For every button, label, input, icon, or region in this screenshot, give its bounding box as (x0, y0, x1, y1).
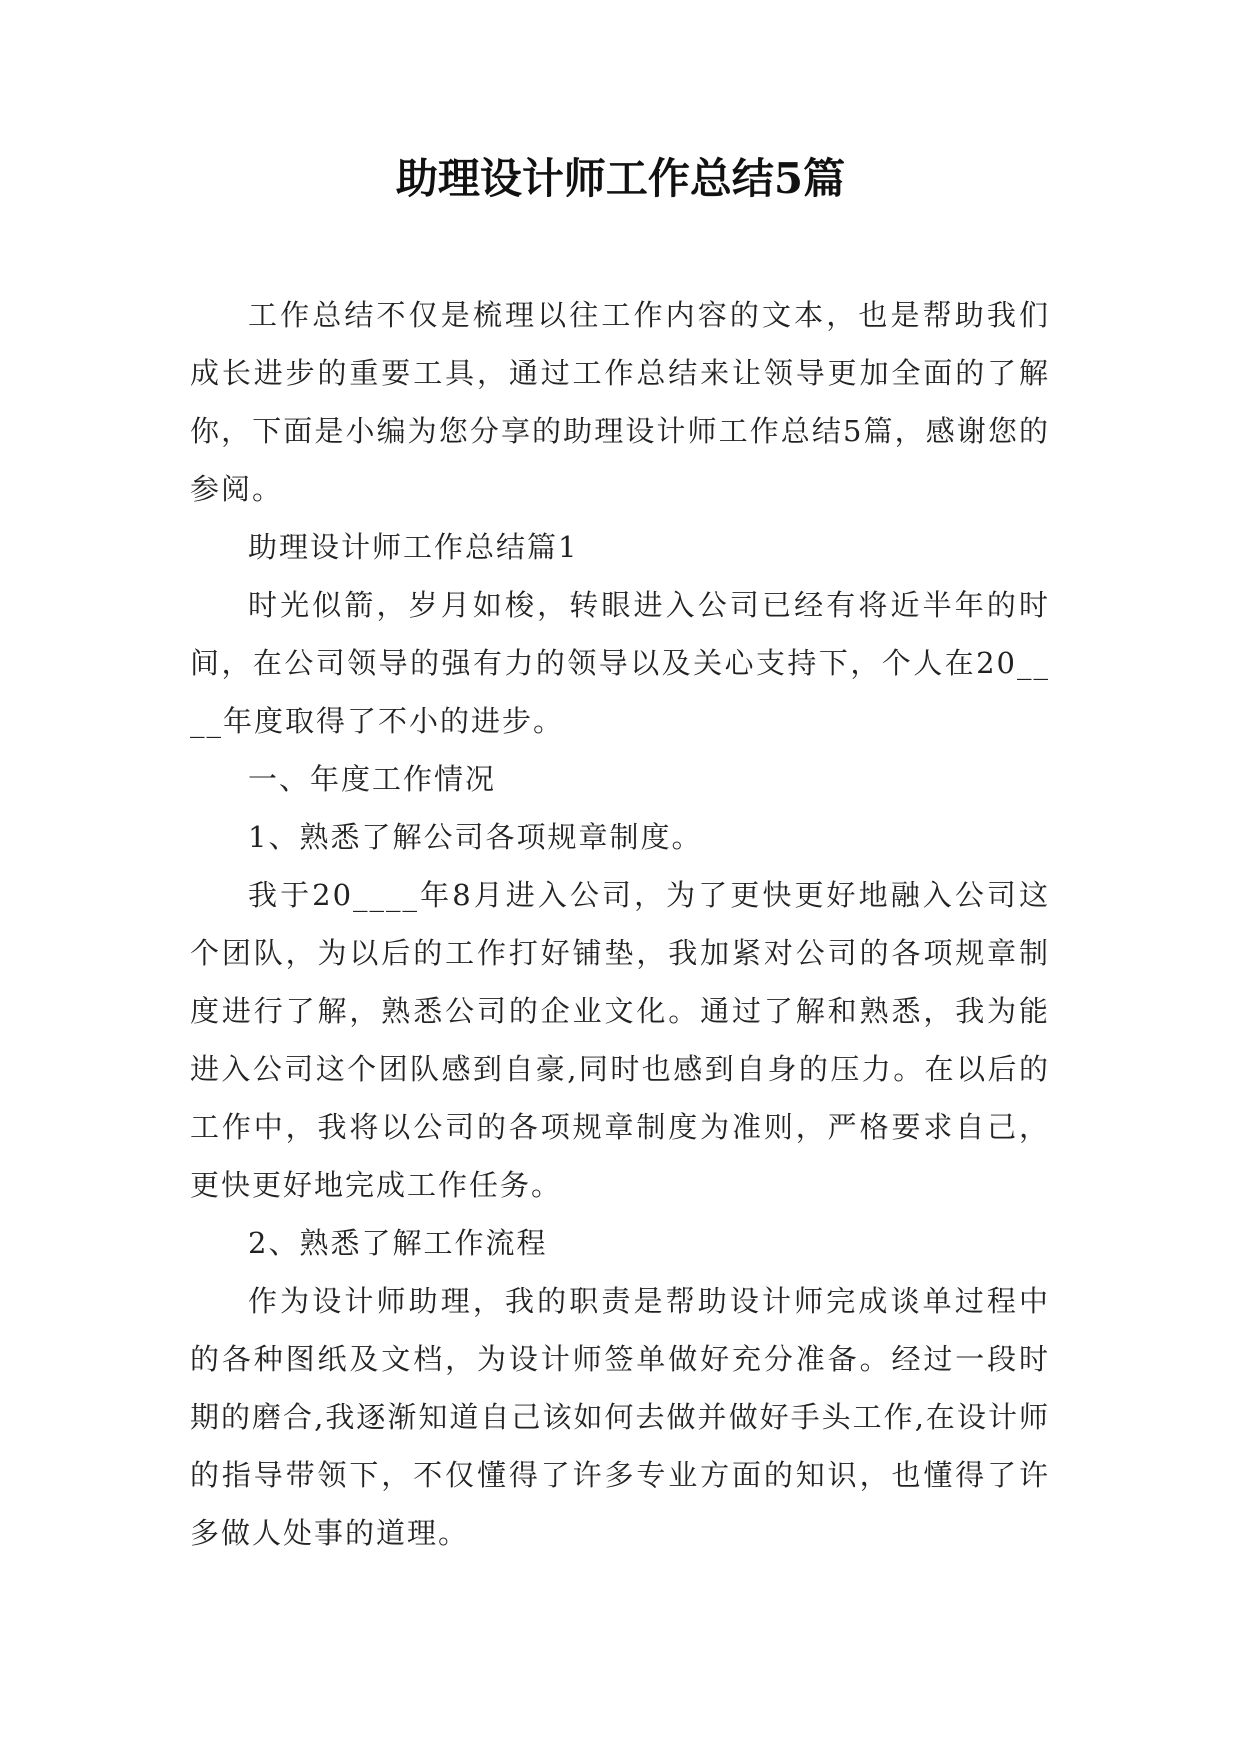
subsection-heading: 一、年度工作情况 (248, 762, 497, 796)
document-body (190, 286, 1050, 1562)
item-heading: 2、熟悉了解工作流程 (248, 1226, 548, 1260)
item-heading: 1、熟悉了解公司各项规章制度。 (248, 820, 703, 854)
body-paragraph: 我于20____年8月进入公司，为了更快更好地融入公司这个团队，为以后的工作打好铺垫，我加紧对公司的各项规章制度进行了解，熟悉公司的企业文化。通过了解和熟悉，我为能进入公司这个团队感到自豪,同时也感到自身的压力。在以后的工作中，我将以公司的各项规章制度为准则，严格要求自己，更快更好地完成工作任务。 (190, 878, 1050, 1202)
document-title: 助理设计师工作总结5篇 (395, 154, 846, 203)
body-paragraph: 时光似箭，岁月如梭，转眼进入公司已经有将近半年的时间，在公司领导的强有力的领导以及关心支持下，个人在20____年度取得了不小的进步。 (190, 588, 1050, 738)
intro-paragraph: 工作总结不仅是梳理以往工作内容的文本，也是帮助我们成长进步的重要工具，通过工作总结来让领导更加全面的了解你，下面是小编为您分享的助理设计师工作总结5篇，感谢您的参阅。 (190, 298, 1050, 506)
section-heading: 助理设计师工作总结篇1 (248, 530, 579, 564)
body-paragraph: 作为设计师助理，我的职责是帮助设计师完成谈单过程中的各种图纸及文档，为设计师签单做好充分准备。经过一段时期的磨合,我逐渐知道自己该如何去做并做好手头工作,在设计师的指导带领下，不仅懂得了许多专业方面的知识，也懂得了许多做人处事的道理。 (190, 1284, 1050, 1550)
